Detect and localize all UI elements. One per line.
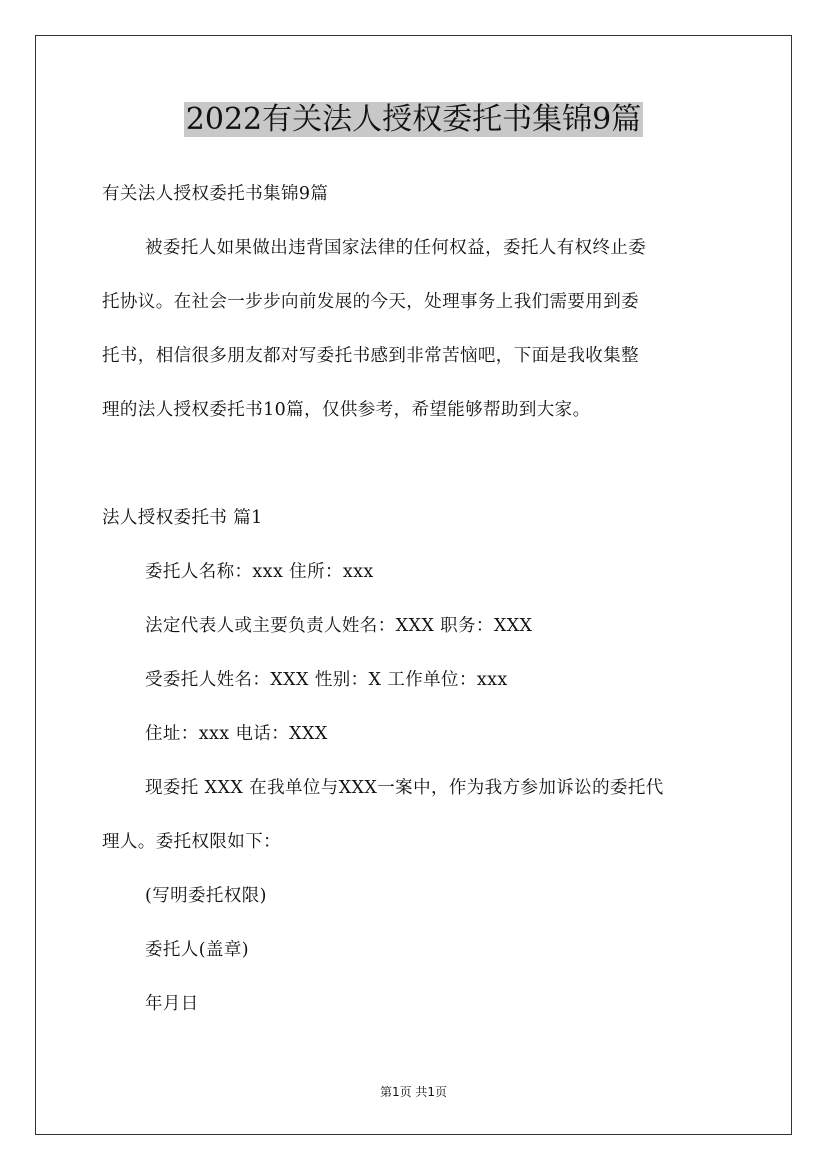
document-title xyxy=(0,100,827,140)
document-subtitle: 有关法人授权委托书集锦9篇 xyxy=(102,184,329,204)
signature-line: 委托人(盖章) xyxy=(145,940,249,960)
entrust-line-2: 理人。委托权限如下： xyxy=(102,832,281,852)
legal-rep-field: 法定代表人或主要负责人姓名：XXX 职务：XXX xyxy=(145,616,533,636)
intro-line-1: 被委托人如果做出违背国家法律的任何权益，委托人有权终止委 xyxy=(145,238,647,258)
page-footer: 第1页 共1页 xyxy=(379,1085,448,1099)
authority-note: (写明委托权限) xyxy=(145,886,267,906)
date-line: 年月日 xyxy=(145,994,199,1014)
intro-line-3: 托书，相信很多朋友都对写委托书感到非常苦恼吧，下面是我收集整 xyxy=(102,346,639,366)
entrust-line-1: 现委托 XXX 在我单位与XXX一案中，作为我方参加诉讼的委托代 xyxy=(145,778,664,798)
principal-field: 委托人名称：xxx 住所：xxx xyxy=(145,562,374,582)
section-heading: 法人授权委托书 篇1 xyxy=(102,508,263,528)
intro-line-4: 理的法人授权委托书10篇，仅供参考，希望能够帮助到大家。 xyxy=(102,400,591,420)
agent-field: 受委托人姓名：XXX 性别：X 工作单位：xxx xyxy=(145,670,508,690)
address-field: 住址：xxx 电话：XXX xyxy=(145,724,328,744)
intro-line-2: 托协议。在社会一步步向前发展的今天，处理事务上我们需要用到委 xyxy=(102,292,639,312)
document-title-text: 2022有关法人授权委托书集锦9篇 xyxy=(185,102,642,137)
